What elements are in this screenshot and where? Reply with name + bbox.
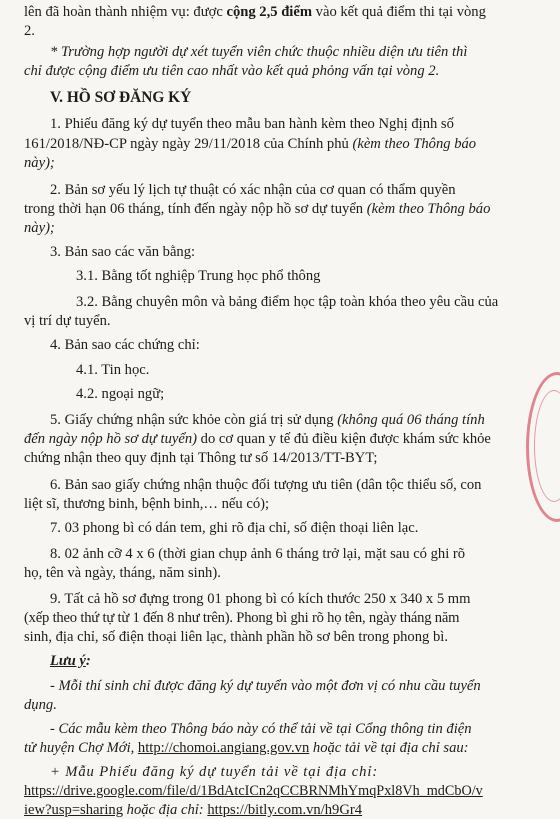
priority-note-line-2: chỉ được cộng điểm ưu tiên cao nhất vào kết quả phỏng vấn tại vòng 2. — [24, 63, 440, 79]
item-5-text-2: do cơ quan y tế đủ điều kiện được khám sức khỏe — [197, 431, 491, 447]
notice-2-text-end: hoặc tải về tại địa chỉ sau: — [309, 740, 469, 756]
item-5-italic: (không quá 06 tháng tính — [337, 412, 485, 428]
notice-1-line-2: dụng. — [24, 697, 57, 713]
item-9-line-2: (xếp theo thứ tự từ 1 đến 8 như trên). Phong bì ghi rõ họ tên, ngày tháng năm — [24, 610, 460, 626]
notice-title — [50, 653, 560, 670]
intro-text: lên đã hoàn thành nhiệm vụ: được — [24, 4, 227, 20]
item-3-1: 3.1. Bằng tốt nghiệp Trung học phổ thông — [76, 268, 321, 284]
item-4-2: 4.2. ngoại ngữ; — [76, 386, 165, 402]
item-1-line-2 — [24, 136, 560, 153]
notice-3-line-1: + Mẫu Phiếu đăng ký dự tuyển tải về tại địa chỉ: — [50, 764, 379, 780]
item-5-line-3: chứng nhận theo quy định tại Thông tư số 14/2013/TT-BYT; — [24, 450, 378, 466]
item-2-line-3: này); — [24, 220, 55, 236]
item-1-line-1: 1. Phiếu đăng ký dự tuyển theo mẫu ban hành kèm theo Nghị định số — [50, 116, 454, 132]
item-2-line-2 — [24, 201, 560, 218]
item-1-italic: (kèm theo Thông báo — [352, 136, 477, 152]
portal-link[interactable]: http://chomoi.angiang.gov.vn — [137, 740, 310, 756]
notice-2-line-2 — [24, 740, 560, 757]
item-2-italic: (kèm theo Thông báo — [366, 201, 491, 217]
google-drive-link-end[interactable]: iew?usp=sharing — [24, 802, 124, 818]
intro-line-2: 2. — [24, 23, 35, 39]
item-4-1: 4.1. Tin học. — [76, 362, 150, 378]
item-3: 3. Bản sao các văn bằng: — [50, 244, 196, 260]
notice-2-line-1: - Các mẫu kèm theo Thông báo này có thể tải về tại Cổng thông tin điện — [50, 721, 472, 737]
item-4: 4. Bản sao các chứng chỉ: — [50, 337, 200, 353]
notice-colon: : — [85, 653, 91, 669]
item-7: 7. 03 phong bì có dán tem, ghi rõ địa chỉ, số điện thoại liên lạc. — [50, 520, 419, 536]
item-5-line-1 — [50, 412, 560, 429]
intro-text-end: vào kết quả điểm thi tại vòng — [312, 4, 486, 20]
item-6-line-1: 6. Bản sao giấy chứng nhận thuộc đối tượng ưu tiên (dân tộc thiểu số, con — [50, 477, 482, 493]
item-5-line-2 — [24, 431, 560, 448]
notice-3-line-2 — [24, 783, 560, 800]
notice-2-text: tử huyện Chợ Mới, — [24, 740, 138, 756]
notice-3-line-3 — [24, 802, 560, 819]
notice-label: Lưu ý — [50, 653, 86, 669]
section-heading: V. HỒ SƠ ĐĂNG KÝ — [50, 89, 192, 106]
notice-3-text: hoặc địa chỉ: — [123, 802, 208, 818]
item-9-line-3: sinh, địa chỉ, số điện thoại liên lạc, thành phần hồ sơ bên trong phong bì. — [24, 629, 448, 645]
item-9-line-1: 9. Tất cả hồ sơ đựng trong 01 phong bì có kích thước 250 x 340 x 5 mm — [50, 591, 471, 607]
item-3-2-line-2: vị trí dự tuyển. — [24, 313, 111, 329]
google-drive-link[interactable]: https://drive.google.com/file/d/1BdAtcICn2qCCBRNMhYmqPxl8Vh_mdCbO/v — [24, 783, 483, 799]
priority-note-line-1: * Trường hợp người dự xét tuyển viên chức thuộc nhiều diện ưu tiên thì — [50, 44, 468, 60]
item-8-line-2: họ, tên và ngày, tháng, năm sinh). — [24, 565, 221, 581]
item-5-italic-2: đến ngày nộp hồ sơ dự tuyển) — [24, 431, 198, 447]
bitly-link[interactable]: https://bitly.com.vn/h9Gr4 — [207, 802, 363, 818]
bonus-points-bold: cộng 2,5 điểm — [226, 4, 313, 20]
item-1-text: 161/2018/NĐ-CP ngày ngày 29/11/2018 của Chính phủ — [24, 136, 353, 152]
intro-line-1 — [24, 4, 560, 21]
item-5-text: 5. Giấy chứng nhận sức khỏe còn giá trị sử dụng — [50, 412, 338, 428]
item-1-line-3: này); — [24, 155, 55, 171]
item-3-2-line-1: 3.2. Bằng chuyên môn và bảng điểm học tập toàn khóa theo yêu cầu của — [76, 294, 499, 310]
item-6-line-2: liệt sĩ, thương binh, bệnh binh,… nếu có); — [24, 496, 270, 512]
item-2-text: trong thời hạn 06 tháng, tính đến ngày nộp hồ sơ dự tuyển — [24, 201, 367, 217]
item-8-line-1: 8. 02 ảnh cỡ 4 x 6 (thời gian chụp ảnh 6 tháng trở lại, mặt sau có ghi rõ — [50, 546, 466, 562]
item-2-line-1: 2. Bản sơ yếu lý lịch tự thuật có xác nhận của cơ quan có thẩm quyền — [50, 182, 456, 198]
notice-1-line-1: - Mỗi thí sinh chỉ được đăng ký dự tuyển vào một đơn vị có nhu cầu tuyển — [50, 678, 481, 694]
